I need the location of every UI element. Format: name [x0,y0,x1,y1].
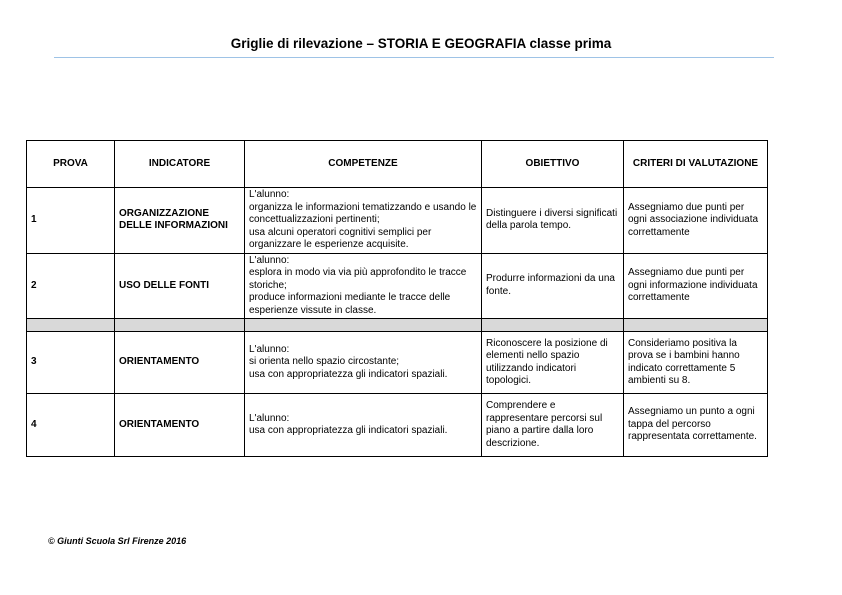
table-row [27,188,768,254]
cell-criteri: Assegniamo due punti per ogni informazione individuata correttamente [624,253,768,319]
cell-obiettivo: Riconoscere la posizione di elementi nello spazio utilizzando indicatori topologici. [482,332,624,394]
separator-cell [245,319,482,332]
table-row [27,332,768,394]
cell-prova: 1 [27,188,115,254]
cell-competenze [245,394,482,457]
table-row [27,253,768,319]
table-row [27,394,768,457]
cell-indicatore: USO DELLE FONTI [115,253,245,319]
cell-criteri: Consideriamo positiva la prova se i bambini hanno indicato correttamente 5 ambienti su 8. [624,332,768,394]
cell-competenze [245,332,482,394]
header-criteri: CRITERI DI VALUTAZIONE [624,141,768,188]
competenze-line: usa con appropriatezza gli indicatori spaziali. [249,368,448,380]
competenze-line: usa con appropriatezza gli indicatori spaziali. [249,425,448,436]
separator-cell [624,319,768,332]
competenze-line: usa alcuni operatori cognitivi semplici per organizzare le esperienze acquisite. [249,226,432,250]
cell-obiettivo: Produrre informazioni da una fonte. [482,253,624,319]
cell-indicatore: ORIENTAMENTO [115,394,245,457]
header-competenze: COMPETENZE [245,141,482,188]
competenze-line: si orienta nello spazio circostante; [249,356,400,368]
separator-row [27,319,768,332]
separator-cell [115,319,245,332]
competenze-line: L'alunno: [249,189,290,200]
cell-prova: 2 [27,253,115,319]
cell-competenze [245,188,482,254]
competenze-line: L'alunno: [249,254,290,266]
competenze-line: L'alunno: [249,343,290,355]
cell-competenze [245,253,482,319]
document-title: Griglie di rilevazione – STORIA E GEOGRAFIA classe prima [230,36,612,51]
competenze-line: esplora in modo via via più approfondito le tracce storiche; [249,267,467,291]
separator-cell [27,319,115,332]
cell-prova: 4 [27,394,115,457]
copyright-footer: © Giunti Scuola Srl Firenze 2016 [48,536,187,546]
cell-prova: 3 [27,332,115,394]
cell-criteri: Assegniamo due punti per ogni associazione individuata correttamente [624,188,768,254]
header-obiettivo: OBIETTIVO [482,141,624,188]
title-underline [54,57,774,58]
cell-indicatore: ORGANIZZAZIONE DELLE INFORMAZIONI [115,188,245,254]
assessment-table [26,140,768,457]
competenze-line: produce informazioni mediante le tracce delle esperienze vissute in classe. [249,292,451,316]
header-indicatore: INDICATORE [115,141,245,188]
cell-obiettivo: Comprendere e rappresentare percorsi sul piano a partire dalla loro descrizione. [482,394,624,457]
table-header-row [27,141,768,188]
competenze-line: L'alunno: [249,412,290,424]
cell-criteri: Assegniamo un punto a ogni tappa del percorso rappresentata correttamente. [624,394,768,457]
cell-indicatore: ORIENTAMENTO [115,332,245,394]
separator-cell [482,319,624,332]
competenze-line: organizza le informazioni tematizzando e usando le concettualizzazioni pertinenti; [249,201,477,225]
cell-obiettivo: Distinguere i diversi significati della parola tempo. [482,188,624,254]
header-prova: PROVA [27,141,115,188]
